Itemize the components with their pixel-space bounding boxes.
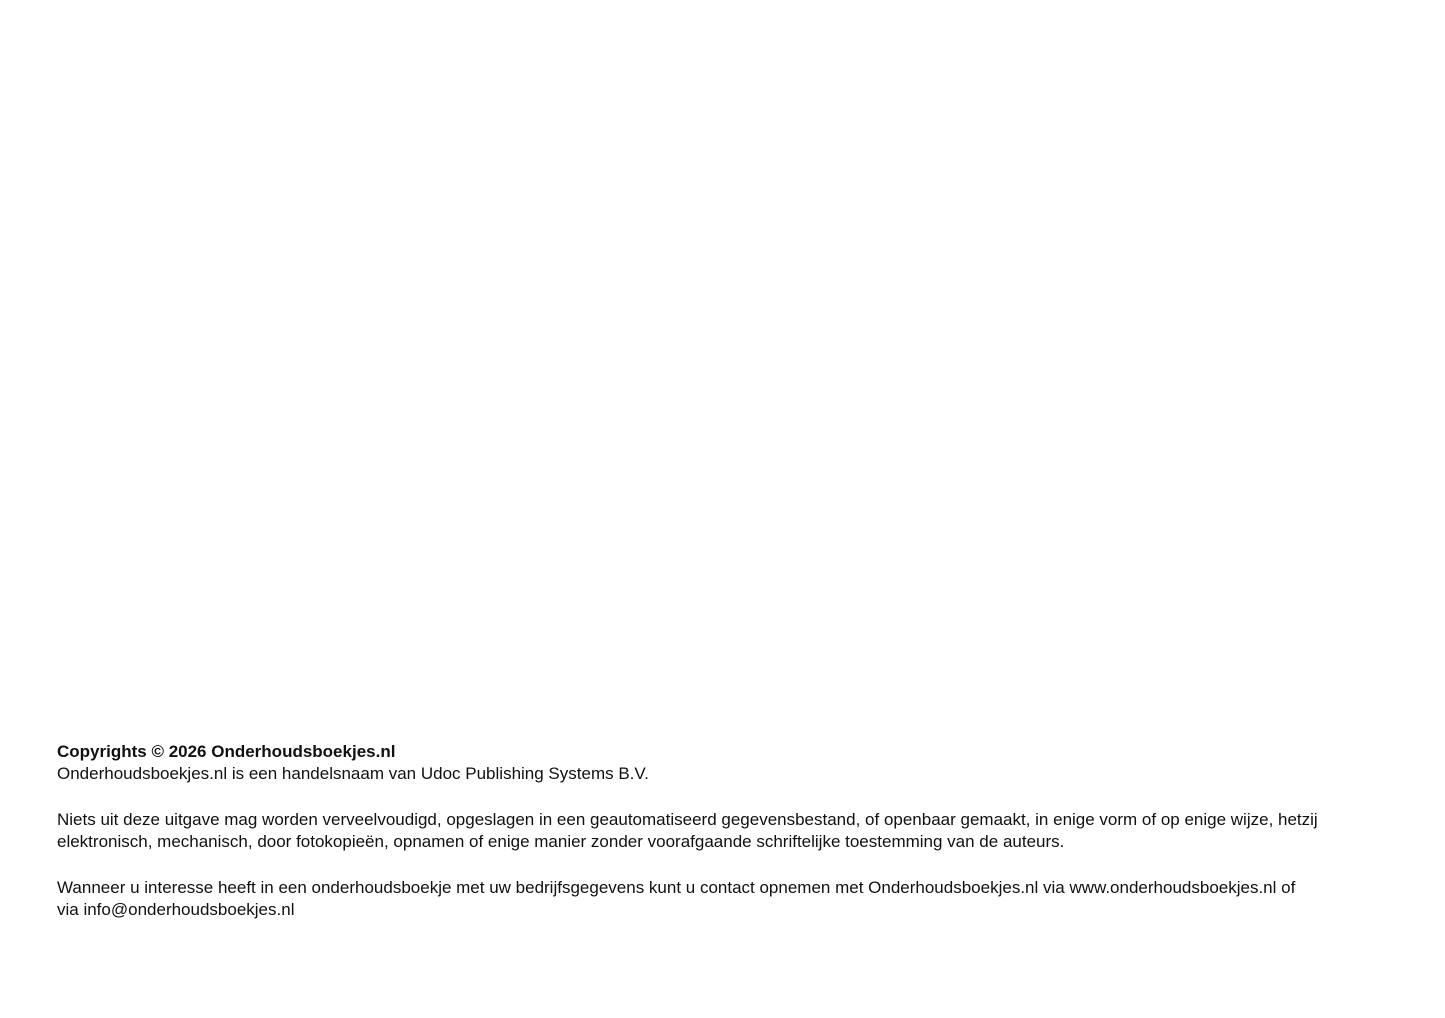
copyright-block <box>57 741 1320 785</box>
copyright-title: Copyrights © 2026 Onderhoudsboekjes.nl <box>57 742 396 761</box>
contact-paragraph: Wanneer u interesse heeft in een onderhoudsboekje met uw bedrijfsgegevens kunt u contact opnemen met Onderhoudsboekjes.nl via www.onderhoudsboekjes.nl of via info@onderhoudsboekjes.nl <box>57 878 1296 919</box>
colophon-text-block <box>57 741 1320 921</box>
rights-paragraph: Niets uit deze uitgave mag worden verveelvoudigd, opgeslagen in een geautomatiseerd gegevensbestand, of openbaar gemaakt, in enige vorm of op enige wijze, hetzij elektronisch, mechanisch, door fotokopieën, opnamen of enige manier zonder voorafgaande schriftelijke toestemming van de auteurs. <box>57 810 1318 851</box>
company-line: Onderhoudsboekjes.nl is een handelsnaam van Udoc Publishing Systems B.V. <box>57 764 649 783</box>
